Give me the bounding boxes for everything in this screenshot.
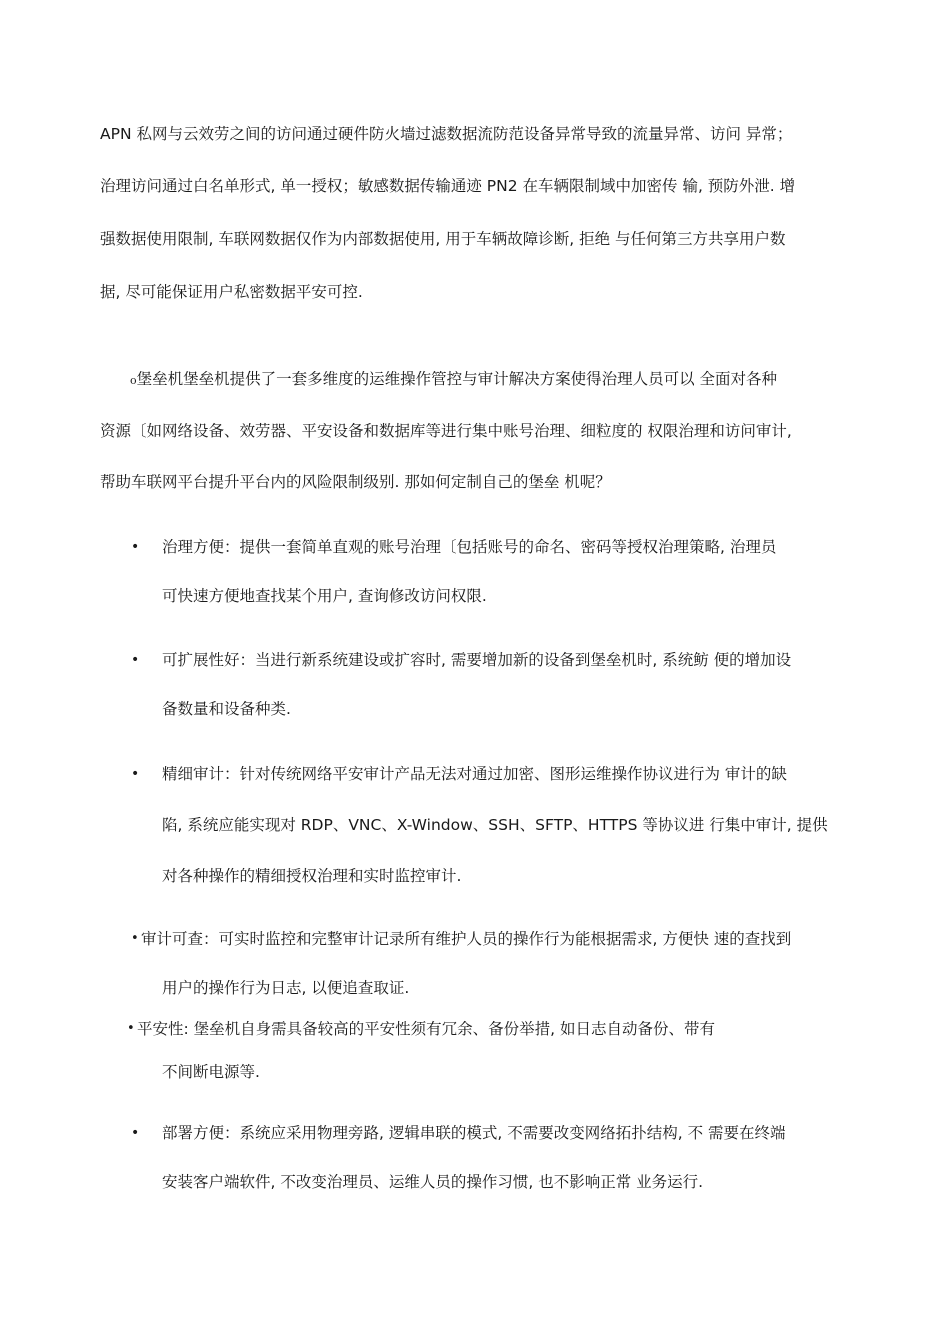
paragraph2-line-2: 资源〔如网络设备、效劳器、平安设备和数据库等进行集中账号治理、细粒度的 权限治理和访问审计, [100, 422, 792, 440]
bullet-4-symbol: • [131, 931, 139, 946]
bullet-3-line-1: 精细审计：针对传统网络平安审计产品无法对通过加密、图形运维操作协议进行为 审计的缺 [162, 765, 787, 783]
paragraph1-line-2: 治理访问通过白名单形式, 单一授权；敏感数据传输通迹 PN2 在车辆限制域中加密传 输, 预防外泄. 增 [100, 177, 796, 195]
bullet-6-line-1: 部署方便：系统应采用物理旁路, 逻辑串联的模式, 不需要改变网络拓扑结构, 不 需要在终端 [162, 1124, 786, 1142]
paragraph-marker: o [130, 374, 137, 387]
paragraph2-line-3: 帮助车联网平台提升平台内的风险限制级别. 那如何定制自己的堡垒 机呢？ [100, 473, 611, 491]
bullet-3-line-2: 陷, 系统应能实现对 RDP、VNC、X-Window、SSH、SFTP、HTTPS 等协议进 行集中审计, 提供 [162, 816, 828, 834]
bullet-3-line-3: 对各种操作的精细授权治理和实时监控审计. [162, 867, 462, 885]
bullet-5-symbol: • [127, 1021, 135, 1036]
paragraph1-line-4: 据, 尽可能保证用户私密数据平安可控. [100, 283, 363, 301]
bullet-4-line-2: 用户的操作行为日志, 以便追查取证. [162, 979, 410, 997]
paragraph1-line-1: APN 私网与云效劳之间的访问通过硬件防火墙过滤数据流防范设备异常导致的流量异常、访问 异常； [100, 125, 793, 143]
bullet-2-symbol: • [131, 652, 140, 668]
bullet-5-line-2: 不间断电源等. [162, 1063, 260, 1081]
bullet-6-symbol: • [131, 1125, 140, 1141]
bullet-6-line-2: 安装客户端软件, 不改变治理员、运维人员的操作习惯, 也不影响正常 业务运行. [162, 1173, 704, 1191]
bullet-2-line-1: 可扩展性好：当进行新系统建设或扩容时, 需要增加新的设备到堡垒机时, 系统鲂 便的增加设 [162, 651, 792, 669]
bullet-2-line-2: 备数量和设备种类. [162, 700, 291, 718]
bullet-1-line-2: 可快速方便地查找某个用户, 查询修改访问权限. [162, 587, 487, 605]
bullet-1-line-1: 治理方便：提供一套简单直观的账号治理〔包括账号的命名、密码等授权治理策略, 治理员 [162, 538, 777, 556]
bullet-3-symbol: • [131, 766, 140, 782]
bullet-4-line-1: 审计可查：可实时监控和完整审计记录所有维护人员的操作行为能根据需求, 方便快 速的查找到 [141, 930, 792, 948]
paragraph2-line-1 [130, 369, 777, 391]
bullet-1-symbol: • [131, 539, 140, 555]
paragraph2-line-1-text: 堡垒机堡垒机提供了一套多维度的运维操作管控与审计解决方案使得治理人员可以 全面对各种 [136, 370, 778, 388]
paragraph1-line-3: 强数据使用限制, 车联网数据仅作为内部数据使用, 用于车辆故障诊断, 拒绝 与任何第三方共享用户数 [100, 230, 786, 248]
bullet-5-line-1: 平安性: 堡垒机自身需具备较高的平安性须有冗余、备份举措, 如日志自动备份、带有 [137, 1020, 716, 1038]
